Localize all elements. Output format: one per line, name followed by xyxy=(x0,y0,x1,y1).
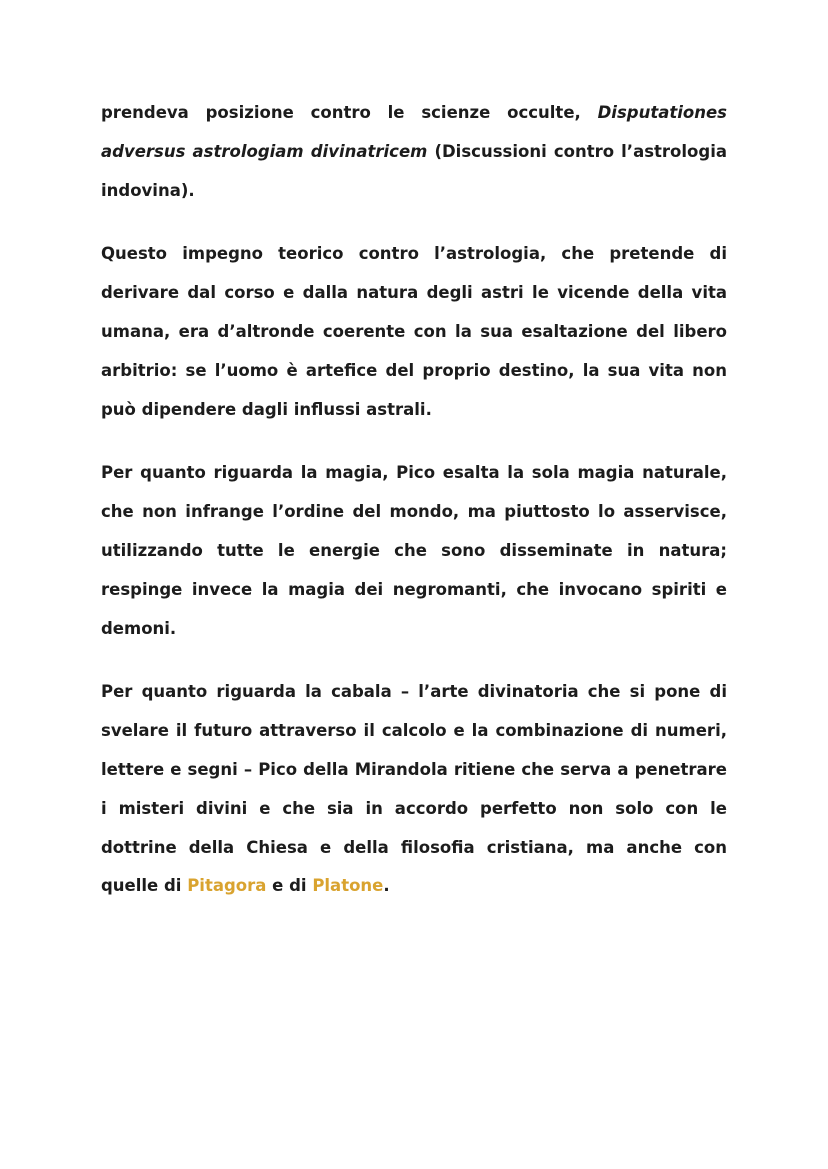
paragraph-3-text: Per quanto riguarda la magia, Pico esalta la sola magia naturale, che non infrange l’ordine del mondo, ma piuttosto lo asservisce, utilizzando tutte le energie che sono disseminate in natura; respinge invece la magia dei negromanti, che invocano spiriti e demoni. xyxy=(101,463,727,638)
paragraph-1-text-end: (Discussioni contro l’astrologia indovina). xyxy=(101,141,727,200)
paragraph-4-text-end: . xyxy=(383,876,390,896)
link-pitagora[interactable]: Pitagora xyxy=(187,876,267,896)
paragraph-disputationes xyxy=(101,94,727,210)
paragraph-magia xyxy=(101,454,727,648)
paragraph-4-text-middle: e di xyxy=(266,876,313,896)
paragraph-1-text-start: prendeva posizione contro le scienze occulte, xyxy=(101,103,598,122)
book-title-italic: Disputationes adversus astrologiam divinatricem xyxy=(101,103,727,161)
paragraph-4-text-start: Per quanto riguarda la cabala – l’arte divinatoria che si pone di svelare il futuro attraverso il calcolo e la combinazione di numeri, lettere e segni – Pico della Mirandola ritiene che serva a penetrare i misteri divini e che sia in accordo perfetto non solo con le dottrine della Chiesa e della filosofia cristiana, ma anche con quelle di xyxy=(101,682,727,896)
paragraph-cabala xyxy=(101,673,727,906)
document-page xyxy=(101,94,727,906)
paragraph-2-text: Questo impegno teorico contro l’astrologia, che pretende di derivare dal corso e dalla natura degli astri le vicende della vita umana, era d’altronde coerente con la sua esaltazione del libero arbitrio: se l’uomo è artefice del proprio destino, la sua vita non può dipendere dagli influssi astrali. xyxy=(101,244,727,419)
paragraph-astrologia xyxy=(101,235,727,429)
link-platone[interactable]: Platone xyxy=(312,876,384,896)
